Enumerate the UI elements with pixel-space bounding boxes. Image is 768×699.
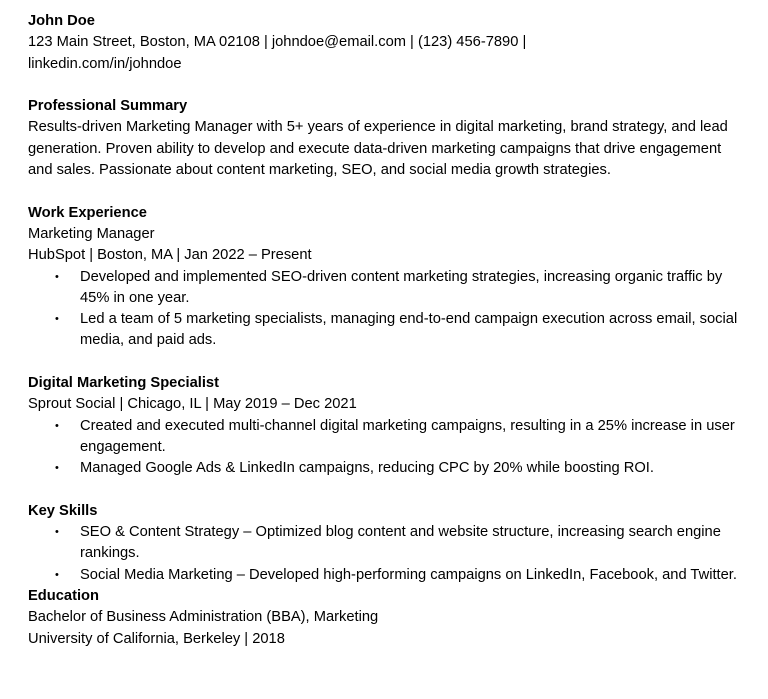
skills-heading: Key Skills xyxy=(28,502,98,519)
skills-section xyxy=(28,501,740,586)
list-item xyxy=(28,309,740,352)
list-item xyxy=(28,565,740,586)
job-meta: Sprout Social | Chicago, IL | May 2019 – Dec 2021 xyxy=(28,396,357,413)
education-heading: Education xyxy=(28,588,99,605)
bullet-icon: • xyxy=(55,526,59,539)
skill-text: Social Media Marketing – Developed high-performing campaigns on LinkedIn, Facebook, and Twitter. xyxy=(80,566,737,583)
bullet-text: Created and executed multi-channel digital marketing campaigns, resulting in a 25% increase in user engagement. xyxy=(80,417,735,455)
job-bullets xyxy=(28,416,740,480)
bullet-text: Led a team of 5 marketing specialists, managing end-to-end campaign execution across email, social media, and paid ads. xyxy=(80,311,738,349)
bullet-text: Developed and implemented SEO-driven content marketing strategies, increasing organic traffic by 45% in one year. xyxy=(80,268,723,306)
skill-text: SEO & Content Strategy – Optimized blog content and website structure, increasing search engine rankings. xyxy=(80,524,721,562)
list-item xyxy=(28,416,740,459)
job-entry xyxy=(28,373,740,479)
bullet-icon: • xyxy=(55,419,59,432)
job-entry xyxy=(28,224,740,352)
experience-heading: Work Experience xyxy=(28,204,147,221)
education-section xyxy=(28,586,740,650)
resume-header xyxy=(28,11,740,75)
bullet-icon: • xyxy=(55,313,59,326)
degree: Bachelor of Business Administration (BBA), Marketing xyxy=(28,609,379,626)
bullet-icon: • xyxy=(55,462,59,475)
job-meta: HubSpot | Boston, MA | Jan 2022 – Present xyxy=(28,247,312,264)
job-bullets xyxy=(28,267,740,352)
linkedin-url: linkedin.com/in/johndoe xyxy=(28,55,182,72)
summary-text: Results-driven Marketing Manager with 5+ years of experience in digital marketing, brand strategy, and lead generation. Proven ability to develop and execute data-driven marketing campaigns that drive engagement and sales. Passionate about content marketing, SEO, and social media growth strategies. xyxy=(28,119,728,179)
summary-heading: Professional Summary xyxy=(28,98,188,115)
candidate-name: John Doe xyxy=(28,13,95,29)
school: University of California, Berkeley | 2018 xyxy=(28,630,285,647)
summary-section xyxy=(28,96,740,181)
bullet-icon: • xyxy=(55,568,59,581)
resume-document xyxy=(28,11,740,650)
list-item xyxy=(28,458,740,479)
contact-info: 123 Main Street, Boston, MA 02108 | johndoe@email.com | (123) 456-7890 | xyxy=(28,34,527,51)
skills-list xyxy=(28,522,740,586)
list-item xyxy=(28,522,740,565)
list-item xyxy=(28,267,740,310)
job-title: Digital Marketing Specialist xyxy=(28,375,219,392)
bullet-text: Managed Google Ads & LinkedIn campaigns, reducing CPC by 20% while boosting ROI. xyxy=(80,460,654,477)
bullet-icon: • xyxy=(55,270,59,283)
experience-section xyxy=(28,203,740,480)
job-title: Marketing Manager xyxy=(28,225,155,242)
